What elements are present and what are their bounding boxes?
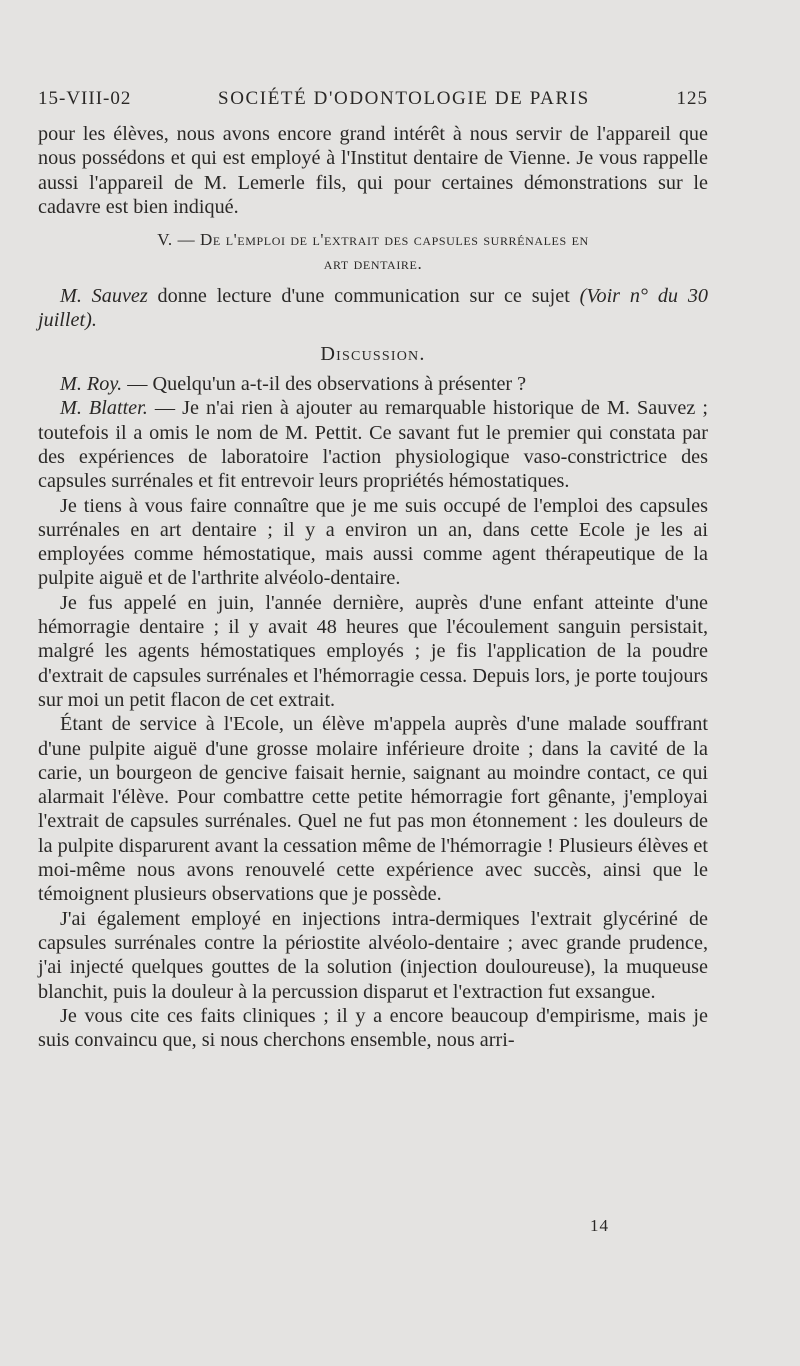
blatter-text: — Je n'ai rien à ajouter au remarquable historique de M. Sauvez ; toutefois il a omis le nom de M. Pettit. Ce savant fut le premier qui constata par des expériences de laboratoire l'action physiologique vaso-constrictrice des capsules surrénales et fit entrevoir leurs propriétés hémostatiques. — [38, 397, 708, 493]
blatter-paragraph — [38, 396, 708, 493]
speaker-sauvez: M. Sauvez — [60, 285, 148, 308]
header-date: 15-VIII-02 — [38, 88, 132, 109]
paragraph-pulpitis-case: Étant de service à l'Ecole, un élève m'appela auprès d'une malade souffrant d'une pulpite aiguë d'une grosse molaire inférieure droite ; dans la cavité de la carie, un bourgeon de gencive faisait hernie, saignant au moindre contact, ce qui alarmait l'élève. Pour combattre cette petite hémorragie fort gênante, j'employai l'extrait de capsules surrénales. Quel ne fut pas mon étonnement : les douleurs de la pulpite disparurent avant la cessation même de l'hémorragie ! Plusieurs élèves et moi-même nous avons renouvelé cette expérience avec succès, ainsi que le témoignent plusieurs observations que je possède. — [38, 713, 708, 906]
section-intro-paragraph — [38, 284, 708, 333]
page-number: 125 — [676, 88, 708, 109]
section-heading — [38, 228, 708, 276]
running-header — [38, 88, 708, 110]
speaker-roy: M. Roy. — [60, 373, 123, 396]
speaker-blatter: M. Blatter. — [60, 397, 148, 420]
paragraph-closing: Je vous cite ces faits cliniques ; il y a encore beaucoup d'empirisme, mais je suis convaincu que, si nous cherchons ensemble, nous arri- — [38, 1004, 708, 1052]
roy-text: — Quelqu'un a-t-il des observations à présenter ? — [122, 373, 527, 396]
opening-paragraph: pour les élèves, nous avons encore grand intérêt à nous servir de l'appareil que nous possédons et qui est employé à l'Institut dentaire de Vienne. Je vous rappelle aussi l'appareil de M. Lemerle fils, qui pour certaines démonstrations sur le cadavre est bien indiqué. — [38, 123, 708, 218]
header-title: SOCIÉTÉ D'ODONTOLOGIE DE PARIS — [218, 88, 590, 109]
section-intro-text: donne lecture d'une communication sur ce sujet — [147, 285, 580, 308]
body-text — [38, 122, 708, 1052]
paragraph-hemorrhage-case: Je fus appelé en juin, l'année dernière, auprès d'une enfant atteinte d'une hémorragie dentaire ; il y avait 48 heures que l'écoulement sanguin persistait, malgré les agents hémostatiques employés ; je fis l'application de la poudre d'extrait de capsules surrénales et l'hémorragie cessa. Depuis lors, je porte toujours sur moi un petit flacon de cet extrait. — [38, 591, 708, 711]
section-reference: (Voir n° du 30 juillet). — [38, 285, 709, 332]
discussion-heading: Discussion. — [320, 342, 426, 365]
roy-paragraph — [38, 372, 708, 396]
section-heading-line2: art dentaire. — [323, 254, 423, 274]
signature-mark: 14 — [590, 1216, 609, 1235]
paragraph-capsules-usage: Je tiens à vous faire connaître que je me suis occupé de l'emploi des capsules surrénales en art dentaire ; il y a environ un an, dans cette Ecole je les ai employées comme hémostatique, mais aussi comme agent thérapeutique de la pulpite aiguë et de l'arthrite alvéolo-dentaire. — [38, 494, 708, 590]
section-heading-line1: V. — De l'emploi de l'extrait des capsules surrénales en — [157, 230, 589, 250]
paragraph-injections: J'ai également employé en injections intra-dermiques l'extrait glycériné de capsules surrénales contre la périostite alvéolo-dentaire ; avec grande prudence, j'ai injecté quelques gouttes de la solution (injection douloureuse), la muqueuse blanchit, puis la douleur à la percussion disparut et l'extraction fut exsangue. — [38, 907, 708, 1003]
